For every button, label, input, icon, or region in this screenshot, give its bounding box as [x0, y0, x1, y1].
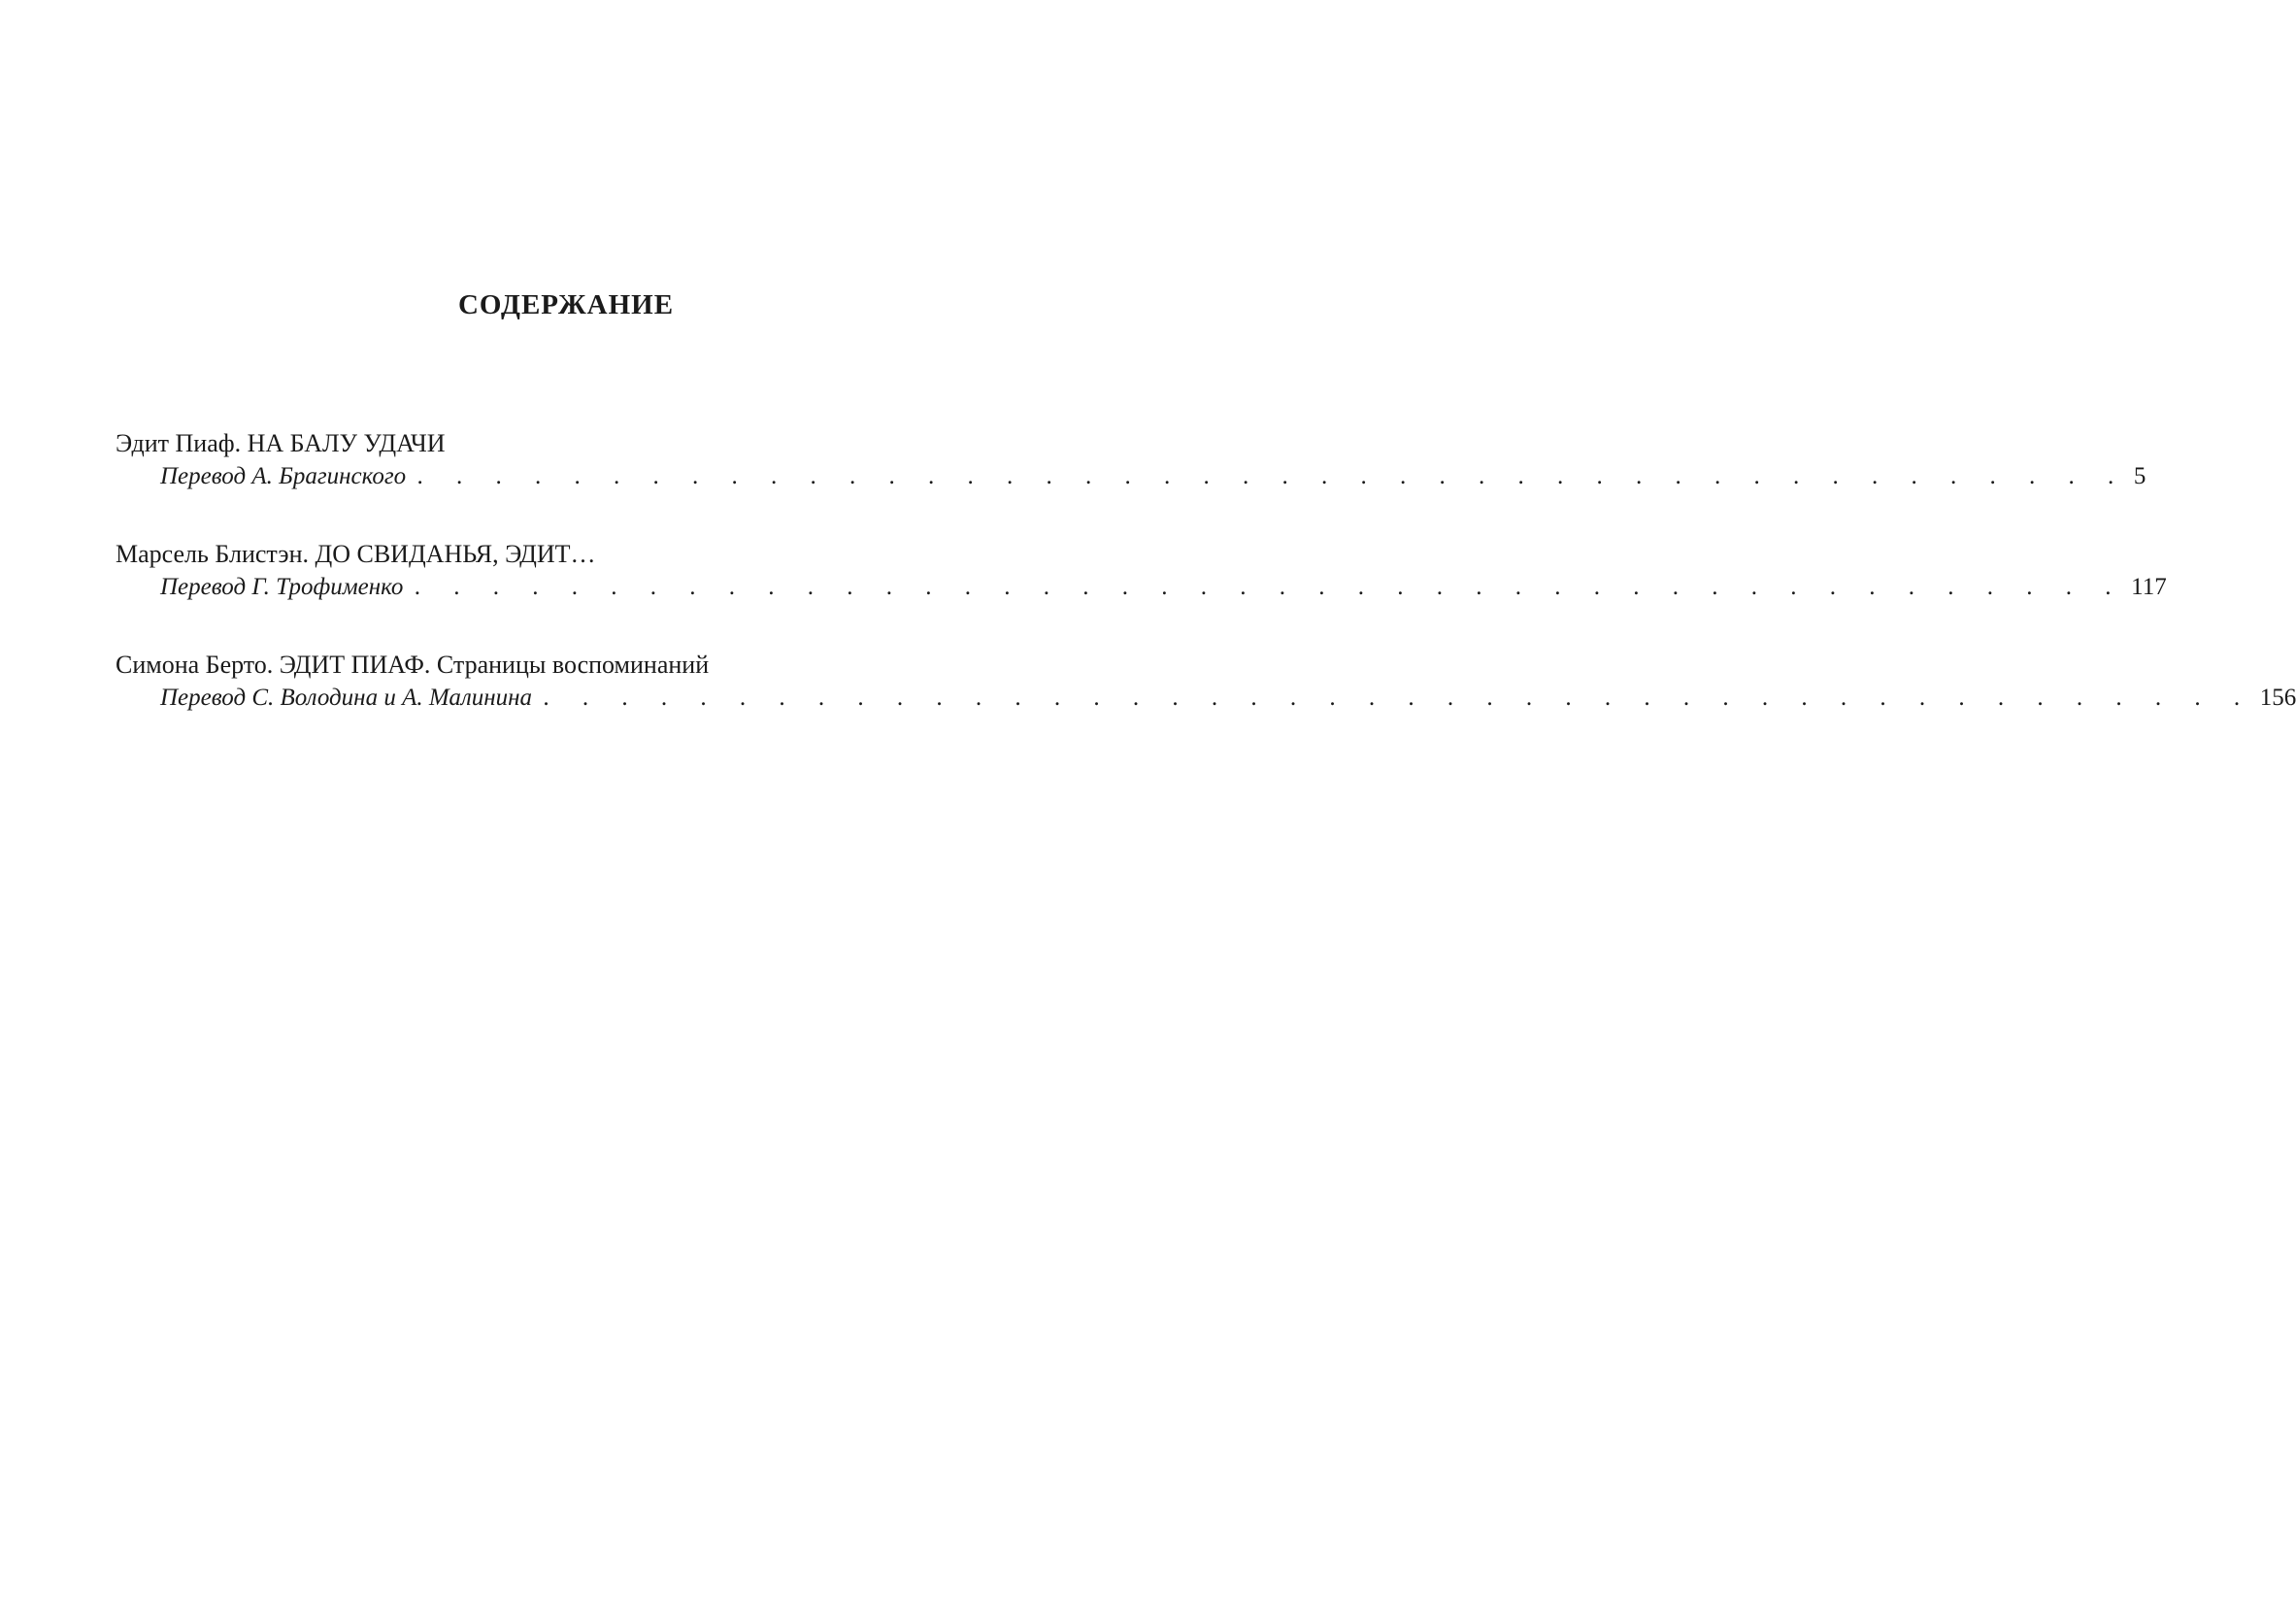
toc-entry-line [116, 460, 2146, 493]
toc-entry-page-number: 156 [2259, 685, 2296, 711]
dot-leader: . . . . . . . . . . . . . . . . . . . . . . . . . . . . . . . . . . . . . . . . . . . . [415, 574, 2126, 600]
toc-entry-translator: Перевод С. Володина и А. Малинина [160, 685, 533, 711]
toc-entry-line [116, 682, 2296, 715]
toc-entry-heading: Симона Берто. ЭДИТ ПИАФ. Страницы воспоминаний [116, 651, 710, 679]
toc-entry-line [116, 571, 2167, 604]
toc-entry-heading: Марсель Блистэн. ДО СВИДАНЬЯ, ЭДИТ… [116, 540, 596, 568]
dot-leader: . . . . . . . . . . . . . . . . . . . . . . . . . . . . . . . . . . . . . . . . . . . . [544, 685, 2254, 711]
toc-entry [116, 649, 2296, 715]
toc-entry-heading: Эдит Пиаф. НА БАЛУ УДАЧИ [116, 429, 446, 457]
toc-entry-translator: Перевод А. Брагинского [160, 463, 407, 489]
toc-entry-page-number: 117 [2131, 574, 2167, 600]
toc-entry [116, 427, 2146, 493]
page-title: СОДЕРЖАНИЕ [457, 289, 675, 320]
table-of-contents [116, 427, 2296, 715]
toc-entry [116, 538, 2167, 604]
dot-leader: . . . . . . . . . . . . . . . . . . . . . . . . . . . . . . . . . . . . . . . . . . . . [417, 463, 2128, 489]
toc-entry-page-number: 5 [2133, 463, 2146, 489]
toc-entry-translator: Перевод Г. Трофименко [160, 574, 404, 600]
